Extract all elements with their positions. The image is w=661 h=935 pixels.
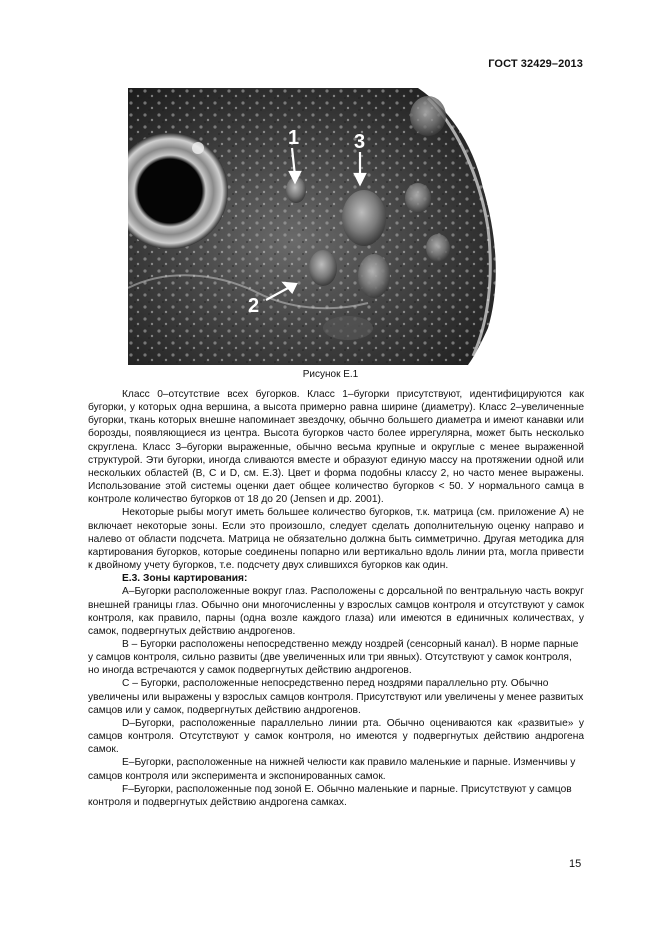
zone-c: С – Бугорки, расположенные непосредственно перед ноздрями параллельно рту. Обычно увеличены или выражены у взрослых самцов контроля. Присутствуют или увеличены у менее развитых самцов или у самок, подвергнутых действию андрогенов. xyxy=(88,678,584,716)
body-text xyxy=(88,388,584,809)
zone-f: F–Бугорки, расположенные под зоной Е. Обычно маленькие и парные. Присутствуют у самцов контроля и подвергнутых действию андрогена самках. xyxy=(88,783,572,808)
paragraph-classes: Класс 0–отсутствие всех бугорков. Класс 1–бугорки присутствуют, идентифицируются как бугорки, у которых одна вершина, а высота примерно равна ширине (диаметру). Класс 2–увеличенные бугорки, ткань которых внешне напоминает звездочку, обычно большего диаметра и имеют канавки или борозды, появляющиеся из центра. Высота бугорков часто более иррегулярна, может быть несколько скруглена. Класс 3–бугорки выраженные, обычно весьма крупные и округлые с менее выраженной структурой. Эти бугорки, иногда сливаются вместе и образуют единую массу на протяжении одной или нескольких областей (B, C и D, см. Е.3). Цвет и форма подобны классу 2, но часто менее выражены. Использование этой системы оценки дает общее количество бугорков < 50. У нормального самца в контроле количество бугорков от 18 до 20 (Jensen и др. 2001). xyxy=(88,389,584,506)
zone-b: В – Бугорки расположены непосредственно между ноздрей (сенсорный канал). В норме парные у самцов контроля, сильно развиты (две увеличенных или три явных). Отсутствуют у самок контроля, но иногда встречаются у самок подвергнутых действию андрогенов. xyxy=(88,638,579,677)
document-standard-header: ГОСТ 32429–2013 xyxy=(488,58,583,70)
fish-head-image xyxy=(128,88,501,365)
paragraph-matrix: Некоторые рыбы могут иметь большее количество бугорков, т.к. матрица (см. приложение А) не включает некоторые зоны. Если это произошло, следует сделать дополнительную оценку направо и налево от области подсчета. Матрица не обязательно должна быть симметрично. Другая методика для картирования бугорков, которые соединены попарно или вертикально вдоль линии рта, могла привести к двойному учету бугорков, т.е. подсчету двух слившихся бугорков как один. xyxy=(88,507,584,572)
figure-label-3: 3 xyxy=(354,131,366,153)
page-number: 15 xyxy=(569,858,582,870)
zone-d: D–Бугорки, расположенные параллельно линии рта. Обычно оцениваются как «развитые» у самцов контроля. Отсутствуют у самок контроля, но имеются у подвергнутых действию андрогена самок. xyxy=(88,717,584,756)
zone-a: А–Бугорки расположенные вокруг глаз. Расположены с дорсальной по вентральную часть вокруг внешней границы глаз. Обычно они многочисленны у взрослых самцов контроля и отсутствуют у самок контроля, как правило, парны (одна возле каждого глаза) или имеются в единичных количествах, у самок, подвергнутых действию андрогенов. xyxy=(88,586,584,637)
zone-e: Е–Бугорки, расположенные на нижней челюсти как правило маленькие и парные. Изменчивы у самцов контроля или эксперимента и экспонированных самок. xyxy=(88,757,576,782)
figure-caption: Рисунок Е.1 xyxy=(302,369,359,380)
section-heading-e3: Е.3. Зоны картирования: xyxy=(122,573,248,585)
fish-head-photo xyxy=(128,88,501,365)
figure-label-2: 2 xyxy=(248,295,260,317)
figure-label-1: 1 xyxy=(288,127,300,149)
